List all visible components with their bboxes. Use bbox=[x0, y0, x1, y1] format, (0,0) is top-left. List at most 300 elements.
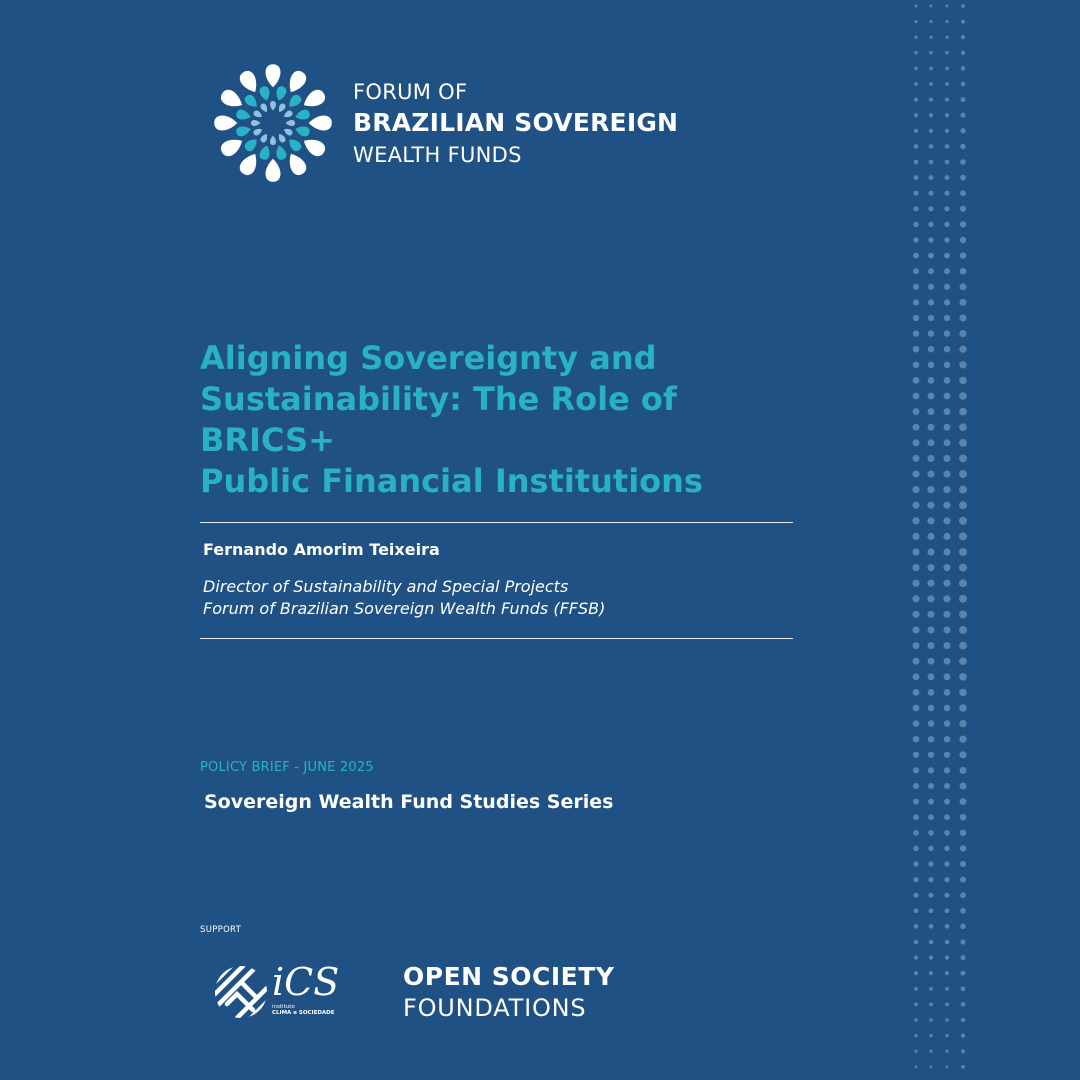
logo-petal bbox=[270, 136, 276, 145]
pattern-dot bbox=[927, 455, 934, 462]
pattern-dot bbox=[927, 470, 934, 477]
pattern-dot bbox=[912, 486, 919, 493]
pattern-dot bbox=[960, 206, 966, 212]
pattern-dot bbox=[912, 533, 919, 540]
pattern-dot bbox=[959, 314, 966, 321]
pattern-dot bbox=[959, 392, 967, 400]
pattern-dot bbox=[912, 517, 919, 524]
pattern-dot bbox=[914, 1034, 917, 1037]
pattern-dot bbox=[929, 987, 933, 991]
pattern-dot bbox=[943, 548, 950, 555]
pattern-dot bbox=[944, 736, 950, 742]
pattern-dot bbox=[928, 315, 934, 321]
pattern-dot bbox=[944, 673, 951, 680]
pattern-dot bbox=[960, 237, 966, 243]
pattern-dot bbox=[944, 393, 951, 400]
pattern-dot bbox=[961, 97, 966, 102]
logo-petal bbox=[218, 134, 245, 159]
pattern-dot bbox=[945, 1018, 949, 1022]
pattern-dot bbox=[929, 160, 934, 165]
pattern-dot bbox=[945, 51, 948, 54]
pattern-dot bbox=[914, 51, 917, 54]
author-role: Director of Sustainability and Special Projects bbox=[203, 577, 569, 596]
document-title: Aligning Sovereignty and Sustainability: The Role of BRICS+ Public Financial Institutions bbox=[200, 339, 703, 500]
pattern-dot bbox=[959, 642, 967, 650]
divider-top bbox=[200, 522, 793, 523]
pattern-dot bbox=[928, 846, 934, 852]
pattern-dot bbox=[913, 736, 919, 742]
pattern-dot bbox=[929, 971, 933, 975]
pattern-dot bbox=[928, 237, 934, 243]
pattern-dot bbox=[944, 689, 951, 696]
pattern-dot bbox=[913, 814, 919, 820]
pattern-dot bbox=[944, 658, 951, 665]
pattern-dot bbox=[944, 361, 951, 368]
pattern-dot bbox=[928, 861, 933, 866]
pattern-dot bbox=[927, 564, 934, 571]
pattern-dot bbox=[960, 175, 966, 181]
pattern-dot bbox=[913, 705, 920, 712]
dot-pattern-band bbox=[906, 0, 976, 1080]
author-name: Fernando Amorim Teixeira bbox=[203, 540, 440, 559]
pattern-dot bbox=[943, 626, 950, 633]
pattern-dot bbox=[944, 720, 951, 727]
pattern-dot bbox=[913, 284, 919, 290]
pattern-dot bbox=[914, 82, 918, 86]
pattern-dot bbox=[912, 611, 919, 618]
pattern-dot bbox=[914, 924, 919, 929]
pattern-dot bbox=[961, 1002, 966, 1007]
pattern-dot bbox=[914, 175, 919, 180]
pattern-dot bbox=[945, 908, 950, 913]
logo-petal bbox=[286, 136, 303, 153]
logo-petal bbox=[300, 87, 327, 112]
pattern-dot bbox=[945, 955, 949, 959]
pattern-dot bbox=[928, 658, 935, 665]
logo-petal bbox=[277, 132, 287, 143]
pattern-dot bbox=[959, 767, 966, 774]
pattern-dot bbox=[959, 564, 967, 572]
pattern-dot bbox=[945, 82, 949, 86]
logo-petal bbox=[259, 144, 272, 161]
pattern-dot bbox=[960, 845, 966, 851]
pattern-dot bbox=[927, 595, 934, 602]
pattern-dot bbox=[913, 377, 920, 384]
pattern-dot bbox=[960, 939, 965, 944]
pattern-dot bbox=[960, 268, 967, 275]
pattern-dot bbox=[944, 767, 950, 773]
pattern-dot bbox=[959, 454, 967, 462]
pattern-dot bbox=[927, 533, 934, 540]
pattern-dot bbox=[913, 799, 919, 805]
pattern-dot bbox=[960, 783, 967, 790]
logo-petal bbox=[274, 144, 287, 161]
pattern-dot bbox=[927, 580, 934, 587]
pattern-dot bbox=[928, 377, 935, 384]
pattern-dot bbox=[944, 315, 950, 321]
pattern-dot bbox=[945, 129, 949, 133]
logo-petal bbox=[282, 127, 293, 137]
pattern-dot bbox=[944, 268, 950, 274]
pattern-dot bbox=[913, 315, 919, 321]
pattern-dot bbox=[945, 971, 949, 975]
pattern-dot bbox=[928, 814, 934, 820]
pattern-dot bbox=[944, 861, 949, 866]
ics-subtitle-clima: CLIMA e SOCIEDADE bbox=[272, 1010, 335, 1016]
pattern-dot bbox=[960, 128, 965, 133]
pattern-dot bbox=[913, 206, 918, 211]
pattern-dot bbox=[929, 955, 933, 959]
pattern-dot bbox=[959, 595, 967, 603]
pattern-dot bbox=[961, 986, 966, 991]
pattern-dot bbox=[945, 67, 949, 71]
logo-petal bbox=[294, 109, 311, 122]
pattern-dot bbox=[959, 486, 967, 494]
pattern-dot bbox=[944, 830, 950, 836]
osf-line-open-society: OPEN SOCIETY bbox=[403, 962, 615, 991]
logo-petal bbox=[259, 85, 272, 102]
ics-wordmark: iCS bbox=[272, 960, 340, 1004]
pattern-dot bbox=[913, 191, 918, 196]
pattern-dot bbox=[944, 299, 950, 305]
pattern-dot bbox=[928, 191, 933, 196]
pattern-dot bbox=[930, 1065, 933, 1068]
pattern-dot bbox=[929, 1050, 932, 1053]
pattern-dot bbox=[928, 361, 935, 368]
pattern-dot bbox=[929, 175, 934, 180]
pattern-dot bbox=[961, 82, 966, 87]
pattern-dot bbox=[959, 673, 967, 681]
pattern-dot bbox=[961, 66, 965, 70]
pattern-dot bbox=[944, 284, 950, 290]
logo-line-forum-of: FORUM OF bbox=[353, 80, 468, 104]
pattern-dot bbox=[927, 548, 934, 555]
pattern-dot bbox=[943, 564, 950, 571]
pattern-dot bbox=[960, 283, 967, 290]
pattern-dot bbox=[959, 704, 966, 711]
forum-logo-text bbox=[353, 78, 678, 170]
pattern-dot bbox=[929, 144, 934, 149]
pattern-dot bbox=[959, 751, 966, 758]
pattern-dot bbox=[928, 393, 935, 400]
pattern-dot bbox=[945, 113, 949, 117]
pattern-dot bbox=[914, 987, 918, 991]
pattern-dot bbox=[944, 705, 951, 712]
pattern-dot bbox=[959, 470, 967, 478]
pattern-dot bbox=[959, 689, 967, 697]
logo-petal bbox=[270, 101, 276, 110]
pattern-dot bbox=[945, 924, 950, 929]
pattern-dot bbox=[914, 1050, 917, 1053]
pattern-dot bbox=[945, 98, 949, 102]
pattern-dot bbox=[959, 346, 966, 353]
pattern-dot bbox=[914, 20, 917, 23]
pattern-dot bbox=[944, 893, 949, 898]
pattern-dot bbox=[929, 36, 932, 39]
support-label: SUPPORT bbox=[200, 925, 242, 935]
pattern-dot bbox=[944, 783, 950, 789]
pattern-dot bbox=[960, 830, 967, 837]
pattern-dot bbox=[913, 346, 920, 353]
pattern-dot bbox=[960, 221, 966, 227]
pattern-dot bbox=[914, 971, 918, 975]
logo-petal bbox=[286, 93, 303, 110]
pattern-dot bbox=[912, 564, 919, 571]
pattern-dot bbox=[913, 783, 919, 789]
pattern-dot bbox=[929, 1018, 933, 1022]
pattern-dot bbox=[943, 580, 950, 587]
pattern-dot bbox=[960, 955, 965, 960]
pattern-dot bbox=[945, 160, 950, 165]
pattern-dot bbox=[914, 908, 919, 913]
pattern-dot bbox=[928, 642, 935, 649]
pattern-dot bbox=[913, 846, 919, 852]
pattern-dot bbox=[959, 736, 966, 743]
pattern-dot bbox=[959, 626, 967, 634]
pattern-dot bbox=[928, 720, 935, 727]
pattern-dot bbox=[928, 222, 933, 227]
pattern-dot bbox=[959, 548, 967, 556]
pattern-dot bbox=[913, 861, 918, 866]
pattern-dot bbox=[928, 408, 935, 415]
pattern-dot bbox=[928, 877, 933, 882]
pattern-dot bbox=[928, 705, 935, 712]
pattern-dot bbox=[929, 113, 933, 117]
logo-petal bbox=[251, 120, 260, 126]
pattern-dot bbox=[944, 814, 950, 820]
pattern-dot bbox=[915, 5, 918, 8]
pattern-dot bbox=[943, 439, 950, 446]
pattern-dot bbox=[913, 658, 920, 665]
pattern-dot bbox=[929, 1003, 933, 1007]
logo-petal bbox=[235, 124, 252, 137]
pattern-dot bbox=[912, 595, 919, 602]
logo-petal bbox=[243, 93, 260, 110]
pattern-dot bbox=[913, 408, 920, 415]
pattern-dot bbox=[959, 439, 967, 447]
logo-petal bbox=[309, 116, 332, 131]
ics-subtitle-instituto: instituto bbox=[272, 1004, 295, 1010]
pattern-dot bbox=[945, 1003, 949, 1007]
pattern-dot bbox=[959, 720, 966, 727]
pattern-dot bbox=[944, 253, 950, 259]
pattern-dot bbox=[928, 330, 934, 336]
pattern-dot bbox=[944, 222, 949, 227]
pattern-dot bbox=[943, 486, 950, 493]
pattern-dot bbox=[913, 393, 920, 400]
pattern-dot bbox=[960, 924, 966, 930]
pattern-dot bbox=[945, 20, 948, 23]
pattern-dot bbox=[961, 1065, 965, 1069]
pattern-dot bbox=[961, 971, 966, 976]
logo-petal bbox=[237, 150, 262, 177]
pattern-dot bbox=[914, 940, 919, 945]
logo-petal bbox=[243, 136, 260, 153]
pattern-dot bbox=[914, 144, 919, 149]
pattern-dot bbox=[914, 1018, 918, 1022]
logo-petal bbox=[284, 150, 309, 177]
logo-line-brazilian-sovereign: BRAZILIAN SOVEREIGN bbox=[353, 108, 679, 137]
pattern-dot bbox=[960, 861, 966, 867]
pattern-dot bbox=[960, 892, 966, 898]
logo-petal bbox=[259, 102, 269, 113]
pattern-dot bbox=[927, 502, 934, 509]
pattern-dot bbox=[944, 877, 949, 882]
pattern-dot bbox=[961, 1018, 965, 1022]
pattern-dot bbox=[929, 1034, 932, 1037]
logo-petal bbox=[252, 127, 263, 137]
pattern-dot bbox=[912, 470, 919, 477]
pattern-dot bbox=[928, 689, 935, 696]
pattern-dot bbox=[914, 67, 918, 71]
logo-petal bbox=[252, 109, 263, 119]
pattern-dot bbox=[913, 830, 919, 836]
pattern-dot bbox=[960, 814, 967, 821]
pattern-dot bbox=[944, 799, 950, 805]
logo-petal bbox=[214, 116, 237, 131]
pattern-dot bbox=[928, 736, 934, 742]
pattern-dot bbox=[946, 1065, 949, 1068]
pattern-dot bbox=[912, 548, 919, 555]
pattern-dot bbox=[915, 1065, 918, 1068]
logo-petal bbox=[259, 132, 269, 143]
pattern-dot bbox=[913, 222, 918, 227]
pattern-dot bbox=[927, 626, 934, 633]
pattern-dot bbox=[914, 955, 918, 959]
pattern-dot bbox=[944, 642, 951, 649]
pattern-dot bbox=[913, 330, 919, 336]
petal-burst-logo-icon bbox=[210, 60, 336, 186]
series-name: Sovereign Wealth Fund Studies Series bbox=[204, 791, 614, 813]
logo-petal bbox=[294, 124, 311, 137]
logo-petal bbox=[266, 64, 281, 87]
pattern-dot bbox=[929, 82, 933, 86]
pattern-dot bbox=[943, 455, 950, 462]
pattern-dot bbox=[913, 893, 918, 898]
logo-petal bbox=[286, 120, 295, 126]
pattern-dot bbox=[928, 767, 934, 773]
pattern-dot bbox=[944, 346, 951, 353]
pattern-dot bbox=[928, 893, 933, 898]
pattern-dot bbox=[945, 175, 950, 180]
pattern-dot bbox=[959, 532, 967, 540]
pattern-dot bbox=[961, 1034, 965, 1038]
pattern-dot bbox=[943, 611, 950, 618]
pattern-dot bbox=[943, 517, 950, 524]
pattern-dot bbox=[944, 191, 949, 196]
pattern-dot bbox=[928, 268, 934, 274]
pattern-dot bbox=[913, 299, 919, 305]
ics-stripe-icon bbox=[213, 964, 269, 1020]
pattern-dot bbox=[914, 36, 917, 39]
logo-petal bbox=[277, 102, 287, 113]
logo-petal bbox=[284, 68, 309, 95]
pattern-dot bbox=[960, 159, 966, 165]
pattern-dot bbox=[913, 253, 919, 259]
pattern-dot bbox=[961, 1049, 965, 1053]
pattern-dot bbox=[961, 4, 965, 8]
pattern-dot bbox=[914, 129, 918, 133]
pattern-dot bbox=[928, 752, 934, 758]
pattern-dot bbox=[912, 439, 919, 446]
pattern-dot bbox=[928, 206, 933, 211]
pattern-dot bbox=[929, 98, 933, 102]
pattern-dot bbox=[929, 908, 934, 913]
pattern-dot bbox=[960, 113, 965, 118]
logo-petal bbox=[274, 85, 287, 102]
pattern-dot bbox=[914, 160, 919, 165]
pattern-dot bbox=[929, 129, 933, 133]
pattern-dot bbox=[943, 470, 950, 477]
pattern-dot bbox=[928, 799, 934, 805]
pattern-dot bbox=[945, 940, 950, 945]
logo-petal bbox=[237, 68, 262, 95]
pattern-dot bbox=[928, 346, 935, 353]
pattern-dot bbox=[960, 908, 966, 914]
pattern-dot bbox=[914, 1003, 918, 1007]
pattern-dot bbox=[959, 657, 967, 665]
pattern-dot bbox=[944, 377, 951, 384]
pattern-dot bbox=[943, 502, 950, 509]
logo-petal bbox=[282, 109, 293, 119]
logo-line-wealth-funds: WEALTH FUNDS bbox=[353, 143, 522, 167]
pattern-dot bbox=[945, 1034, 948, 1037]
pattern-dot bbox=[944, 330, 950, 336]
pattern-dot bbox=[912, 626, 919, 633]
publication-type: POLICY BRIEF - JUNE 2025 bbox=[200, 760, 374, 775]
pattern-dot bbox=[945, 987, 949, 991]
pattern-dot bbox=[928, 253, 934, 259]
pattern-dot bbox=[928, 299, 934, 305]
pattern-dot bbox=[946, 5, 949, 8]
pattern-dot bbox=[960, 877, 966, 883]
pattern-dot bbox=[928, 673, 935, 680]
pattern-dot bbox=[944, 408, 951, 415]
pattern-dot bbox=[959, 501, 967, 509]
pattern-dot bbox=[928, 830, 934, 836]
pattern-dot bbox=[929, 20, 932, 23]
pattern-dot bbox=[913, 237, 919, 243]
logo-petal bbox=[266, 159, 281, 182]
pattern-dot bbox=[959, 579, 967, 587]
author-affiliation: Forum of Brazilian Sovereign Wealth Funds (FFSB) bbox=[203, 599, 606, 618]
pattern-dot bbox=[928, 424, 935, 431]
logo-petal bbox=[300, 134, 327, 159]
pattern-dot bbox=[959, 423, 967, 431]
pattern-dot bbox=[927, 486, 934, 493]
pattern-dot bbox=[913, 268, 919, 274]
pattern-dot bbox=[944, 206, 949, 211]
pattern-dot bbox=[914, 98, 918, 102]
pattern-dot bbox=[944, 424, 951, 431]
pattern-dot bbox=[960, 252, 967, 259]
pattern-dot bbox=[913, 424, 920, 431]
pattern-dot bbox=[944, 752, 950, 758]
pattern-dot bbox=[960, 299, 967, 306]
pattern-dot bbox=[959, 610, 967, 618]
pattern-dot bbox=[961, 35, 965, 39]
logo-petal bbox=[218, 87, 245, 112]
pattern-dot bbox=[943, 595, 950, 602]
pattern-dot bbox=[912, 502, 919, 509]
pattern-dot bbox=[930, 5, 933, 8]
pattern-dot bbox=[913, 877, 918, 882]
pattern-dot bbox=[943, 533, 950, 540]
pattern-dot bbox=[959, 408, 967, 416]
pattern-dot bbox=[913, 767, 919, 773]
pattern-dot bbox=[913, 720, 920, 727]
pattern-dot bbox=[913, 752, 919, 758]
